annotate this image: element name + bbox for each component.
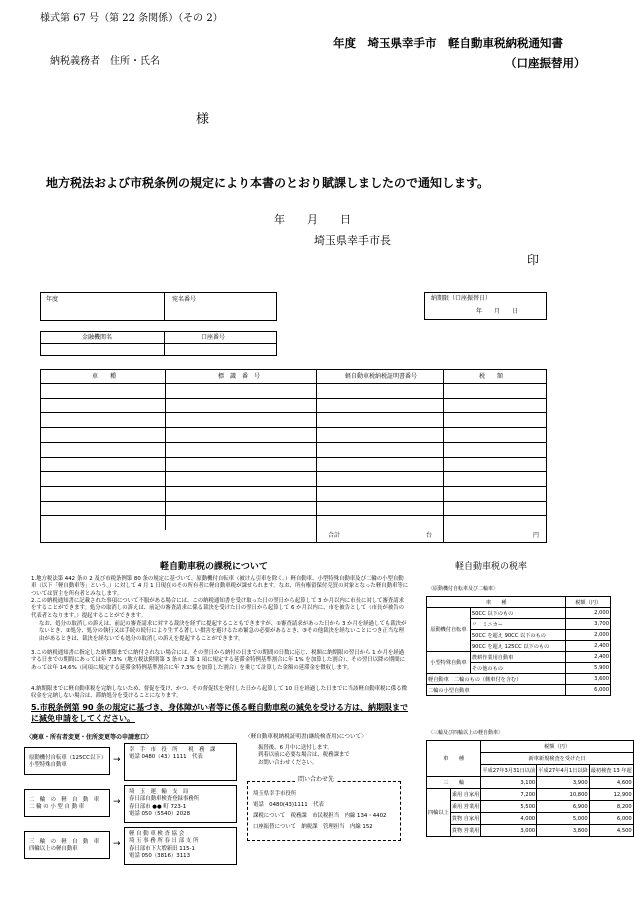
table-row xyxy=(427,801,634,813)
due-date-value: 年 月 日 xyxy=(476,308,519,315)
rate-category-cell: 小型特殊自動車 xyxy=(427,652,471,674)
moped-header-vehicle: 車 種 xyxy=(427,597,566,608)
table-row-divider xyxy=(40,515,547,516)
form-number: 様式第 67 号（第 22 条関係）（その 2） xyxy=(40,13,223,24)
table-row-divider xyxy=(40,383,547,384)
rates-title: 軽自動車税の税率 xyxy=(455,562,528,572)
contact-line: 埼玉県幸手市役所 xyxy=(253,791,297,797)
procedure-office-text: 軽 自 動 車 検 査 協 会 埼 玉 事 務 所 春 日 部 支 所 春日部市下大増新田 115-1 電話 050（3816）3113 xyxy=(129,831,199,860)
rate-vehicle-cell: 〃 ミニカー xyxy=(470,619,566,630)
arrow-icon: → xyxy=(113,755,121,765)
issuer-name: 埼玉県幸手市長 xyxy=(314,234,391,247)
car-rate-table xyxy=(426,740,634,837)
car-vehicle-cell: 乗用 自家用 xyxy=(450,789,481,801)
table-row xyxy=(427,608,611,619)
rate-vehicle-cell: 90CC を超え 125CC 以下のもの xyxy=(470,641,566,652)
certificate-text: 振替後、6 月中に送付します。 到着以前に必要な場合は、税務課まで お問い合わせください。 xyxy=(258,745,350,766)
contact-line: 課税について 税務課 市民税担当 内線 134・4402 xyxy=(253,813,387,819)
procedure-vehicle-text: 三 輪 の 軽 自 動 車 四輪以上の軽自動車 xyxy=(29,839,100,853)
col-header-vehicle-type: 車 種 xyxy=(92,373,117,380)
procedures-title: 〈廃車・所有者変更・住所変更等の申請窓口〉 xyxy=(26,734,153,741)
car-header-vehicle: 車 種 xyxy=(427,741,481,777)
certificate-title: 〈軽自動車税納税証明書(継続検査用)について〉 xyxy=(245,734,367,740)
car-amount-cell: 3,800 xyxy=(537,825,590,837)
rate-vehicle-cell: 軽自動車 二輪のもの（側車付を含む） xyxy=(427,674,566,685)
rate-amount-cell: 2,000 xyxy=(566,630,611,641)
table-row-divider xyxy=(40,486,547,487)
address-number-label: 宛名番号 xyxy=(172,296,197,303)
notice-statement: 地方税法および市税条例の規定により本書のとおり賦課しましたので通知します。 xyxy=(46,176,490,190)
year-address-box xyxy=(40,292,277,321)
arrow-icon: → xyxy=(113,797,121,807)
table-row xyxy=(427,825,634,837)
car-amount-cell: 4,000 xyxy=(481,813,537,825)
moped-header-amount: 税額（円） xyxy=(566,597,611,608)
car-amount-cell: 5,500 xyxy=(481,801,537,813)
car-header-over13: 最初検査 13 年超 xyxy=(589,765,633,777)
table-row-divider xyxy=(40,427,547,428)
car-amount-cell: 12,900 xyxy=(589,789,633,801)
explanation-paragraph-5: 4.納期限までに軽自動車税を完納しないため、督促を受け、かつ、その督促状を発付した日から起算して 10 日を経過した日までに当該軽自動車税に係る徴収金を完納しない場合は、滞納処分を受けることになります。 xyxy=(31,686,407,700)
table-row xyxy=(427,789,634,801)
rate-amount-cell: 3,700 xyxy=(566,619,611,630)
moped-caption: 〈原動機付自転車及び二輪車〉 xyxy=(428,586,499,592)
procedure-vehicle-box xyxy=(24,789,110,817)
rate-category-cell: 原動機付自転車 xyxy=(427,608,471,652)
procedure-vehicle-box xyxy=(24,831,110,859)
notice-title: 年度 埼玉県幸手市 軽自動車税納税通知書 xyxy=(333,36,563,50)
procedure-office-text: 埼 玉 運 輸 支 局 春日部自動車検査登録事務所 春日部市 ●● 町 723-1 電話 050（5540）2028 xyxy=(129,789,200,818)
yen-unit: 円 xyxy=(533,532,540,539)
table-row xyxy=(427,685,611,696)
reduction-notice: 5.市税条例第 90 条の規定に基づき、身体障がい者等に係る軽自動車税の減免を受ける方は、納期限までに減免申請をしてください。 xyxy=(31,703,408,723)
moped-rate-table xyxy=(426,596,611,696)
rate-amount-cell: 3,600 xyxy=(566,674,611,685)
seal-mark: 印 xyxy=(527,253,540,267)
table-row-divider xyxy=(40,501,547,502)
car-amount-cell: 7,200 xyxy=(481,789,537,801)
car-vehicle-cell: 貨物 自家用 xyxy=(450,813,481,825)
due-date-label: 納期限（口座振替日） xyxy=(431,295,492,302)
table-row-divider xyxy=(40,412,547,413)
explanation-paragraph-1: 1.地方税法第 442 条の 2 及び市税条例第 80 条の規定に基づいて、原動機付自転車（被けん引車を除く。）軽自動車、小型特殊自動車及び二輪の小型自動車（以下「軽自動車等」という。）に対して 4 月 1 日現在のその所有者に軽自動車税が課せられます。なお、所有権留保付売買の対象となった軽自動車等については買主を所有者とみなします。 xyxy=(31,576,409,597)
explanation-paragraph-4: 3.この納税通知書に指定した納期限までに納付されない場合には、その翌日から納付の日までの期間の日数に応じ、税額に納期限の翌日から 1 か月を経過する日までの期間にあっては年 7.3%（地方税法附則第 3 条の 2 第 1 項に規定する延滞金特例基準割合に年 1% を加算した割合）、その翌日以降の期間にあっては年 14.6%（同項に規定する延滞金特例基準割合に年 7.3% を加算した割合）を乗じて計算した金額の延滞金を徴収します。 xyxy=(31,650,406,671)
col-header-plate-number: 標 識 番 号 xyxy=(218,373,261,380)
rate-vehicle-cell: その他のもの xyxy=(470,663,566,674)
car-vehicle-cell: 三 輪 xyxy=(427,777,481,789)
car-header-after: 平成27年4月1日以降 xyxy=(537,765,590,777)
issue-date: 年 月 日 xyxy=(274,213,351,226)
table-row xyxy=(427,777,634,789)
procedure-office-text: 幸 手 市 役 所 税 務 課 電話 0480（43）1111 代表 xyxy=(129,747,216,761)
car-vehicle-cell: 貨物 営業用 xyxy=(450,825,481,837)
rate-amount-cell: 5,900 xyxy=(566,663,611,674)
car-amount-cell: 5,000 xyxy=(537,813,590,825)
taxpayer-label: 納税義務者 住所・氏名 xyxy=(50,56,160,67)
rate-vehicle-cell: 農耕作業用自動車 xyxy=(470,652,566,663)
car-amount-cell: 3,000 xyxy=(481,825,537,837)
rate-amount-cell: 2,400 xyxy=(566,641,611,652)
procedure-vehicle-text: 二 輪 の 軽 自 動 車 二 輪 の 小 型 自 動 車 xyxy=(29,797,100,811)
rate-vehicle-cell: 50CC を超え 90CC 以下のもの xyxy=(470,630,566,641)
honorific-sama: 様 xyxy=(196,112,210,127)
procedure-vehicle-text: 原動機付自転車（125CC以下） 小型特殊自動車 xyxy=(29,755,107,769)
rate-vehicle-cell: 50CC 以下のもの xyxy=(470,608,566,619)
car-header-registration: 新車新規検査を受けた日 xyxy=(481,753,633,765)
rate-vehicle-cell: 二輪の小型自動車 xyxy=(427,685,566,696)
contact-line: 電話 0480(43)1111 代表 xyxy=(253,802,324,808)
table-row-divider xyxy=(40,398,547,399)
car-amount-cell: 8,200 xyxy=(589,801,633,813)
car-caption: 〈三輪及び四輪以上の軽自動車〉 xyxy=(428,730,504,736)
procedure-office-box xyxy=(124,743,237,781)
col-header-certificate-number: 軽自動車税納税証明書番号 xyxy=(345,373,418,380)
procedure-vehicle-box xyxy=(24,747,110,775)
rate-amount-cell: 2,000 xyxy=(566,608,611,619)
car-vehicle-cell: 乗用 営業用 xyxy=(450,801,481,813)
car-header-before: 平成27年3月31日以前 xyxy=(481,765,537,777)
contact-line: 口座振替について 納税課 管理担当 内線 152 xyxy=(253,824,373,830)
explanation-paragraph-3: なお、処分の取消しの訴えは、前記の審査請求に対する裁決を経ずに提起することもできますが、①審査請求があった日から 3 か月を経過しても裁決がないとき、②処分、処分の執行又は手続の続行により生ずる著しい損害を避けるため緊急の必要があるとき、③その他裁決を経ないことにつき正当な理由があるときは、裁決を経ないでも処分の取消しの訴えを提起することができます。 xyxy=(39,621,407,642)
table-row xyxy=(427,674,611,685)
procedure-office-box xyxy=(124,827,237,865)
rate-amount-cell: 6,000 xyxy=(566,685,611,696)
rate-amount-cell: 2,400 xyxy=(566,652,611,663)
car-amount-cell: 4,500 xyxy=(589,825,633,837)
count-unit: 台 xyxy=(426,532,433,539)
contact-title: 問い合わせ先 xyxy=(295,777,337,783)
car-amount-cell: 10,800 xyxy=(537,789,590,801)
table-row-divider xyxy=(40,442,547,443)
bank-name-label: 金融機関名 xyxy=(82,334,113,341)
explanation-paragraph-2: 2.この納税通知書に記載された事項について不服がある場合には、この納税通知書を受け取った日の翌日から起算して 3 か月以内に市長に対して審査請求をすることができます。処分の取消しの訴えは、前記の審査請求に係る裁決を受けた日の翌日から起算して 6 か月以内に、市を被告として（市長が被告の代表者となります。）提起することができます。 xyxy=(31,598,405,619)
contact-box xyxy=(247,781,401,841)
total-label: 合計 xyxy=(328,532,341,539)
table-row-divider xyxy=(40,457,547,458)
year-label: 年度 xyxy=(46,296,59,303)
car-amount-cell: 3,100 xyxy=(481,777,537,789)
table-row xyxy=(427,813,634,825)
arrow-icon: → xyxy=(113,839,121,849)
notice-subtitle: （口座振替用） xyxy=(505,56,586,70)
col-header-tax-amount: 税 額 xyxy=(479,373,504,380)
car-amount-cell: 4,600 xyxy=(589,777,633,789)
car-amount-cell: 6,900 xyxy=(537,801,590,813)
procedure-office-box xyxy=(124,785,237,823)
table-row xyxy=(427,652,611,663)
table-row-divider xyxy=(40,471,547,472)
car-amount-cell: 3,900 xyxy=(537,777,590,789)
car-amount-cell: 6,000 xyxy=(589,813,633,825)
car-category-cell: 四輪以上 xyxy=(427,789,451,837)
account-number-label: 口座番号 xyxy=(201,334,226,341)
explanation-title: 軽自動車税の課税について xyxy=(160,562,268,572)
car-header-amount: 税額（円） xyxy=(481,741,633,753)
